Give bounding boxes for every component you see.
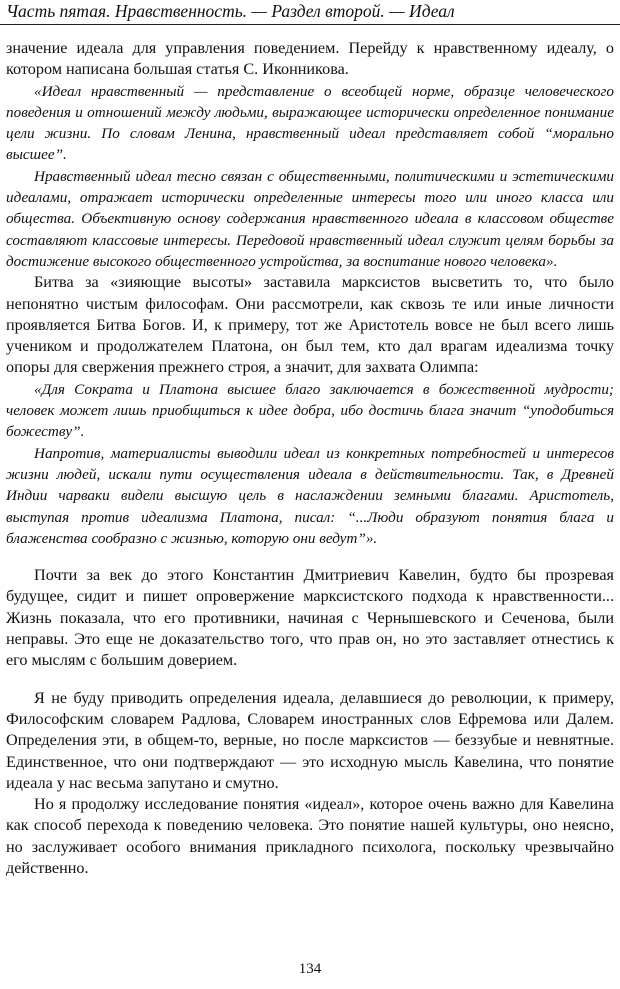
paragraph: Битва за «зияющие высоты» заставила марксистов высветить то, что было непонятно чистым философам. Они рассмотрели, как сквозь те или иные личности проявляется Битва Богов. И, к примеру, тот же Аристотель вовсе не был всего лишь учеником и продолжателем Платона, он был тем, кто дал врагам идеализма точку опоры для свержения прежнего строя, а значит, для захвата Олимпа: xyxy=(6,273,614,377)
paragraph: Я не буду приводить определения идеала, делавшиеся до революции, к примеру, Философским словарем Радлова, Словарем иностранных слов Ефремова или Далем. Определения эти, в общем-то, верные, но после марксистов — беззубые и невнятные. Единственное, что они подтверждают — это исходную мысль Кавелина, что понятие идеала у нас весьма запутано и смутно. xyxy=(6,688,614,792)
paragraph: значение идеала для управления поведением. Перейду к нравственному идеалу, о котором написана большая статья С. Иконникова. xyxy=(6,39,614,79)
running-head: Часть пятая. Нравственность. — Раздел второй. — Идеал xyxy=(6,1,455,21)
header-rule xyxy=(0,24,620,25)
paragraph: Почти за век до этого Константин Дмитриевич Кавелин, будто бы прозревая будущее, сидит и пишет опровержение марксистского подхода к нравственности... Жизнь показала, что его противники, начиная с Чернышевского и Сеченова, были неправы. Это еще не доказательство того, что прав он, но это заставляет отнестись к его мыслям с большим доверием. xyxy=(6,566,614,670)
page-number: 134 xyxy=(298,961,322,977)
quote-paragraph: «Для Сократа и Платона высшее благо заключается в божественной мудрости; человек может лишь приобщиться к идее добра, ибо достичь блага значит “уподобиться божеству”. xyxy=(6,380,614,441)
quote-paragraph: Нравственный идеал тесно связан с общественными, политическими и эстетическими идеалами, отражает исторически определенные интересы того или иного класса или общества. Объективную основу содержания нравственного идеала в классовом обществе составляют классовые интересы. Передовой нравственный идеал служит целям борьбы за достижение высокого общественного устройства, за воспитание нового человека». xyxy=(6,167,614,270)
quote-paragraph: Напротив, материалисты выводили идеал из конкретных потребностей и интересов жизни людей, искали пути осуществления идеала в действительности. Так, в Древней Индии чарваки видели высшую цель в наслаждении земными благами. Аристотель, выступая против идеализма Платона, писал: “...Люди образуют понятия блага и блаженства сообразно с жизнью, которую они ведут”». xyxy=(6,444,614,547)
quote-paragraph: «Идеал нравственный — представление о всеобщей норме, образце человеческого поведения и отношений между людьми, выражающее исторически определенное понимание цели жизни. По словам Ленина, нравственный идеал представляет собой “морально высшее”. xyxy=(6,82,614,164)
paragraph: Но я продолжу исследование понятия «идеал», которое очень важно для Кавелина как способ перехода к поведению человека. Это понятие нашей культуры, оно неясно, но заслуживает особого внимания прикладного психолога, поскольку чрезвычайно действенно. xyxy=(6,795,614,877)
body-text xyxy=(6,38,614,879)
